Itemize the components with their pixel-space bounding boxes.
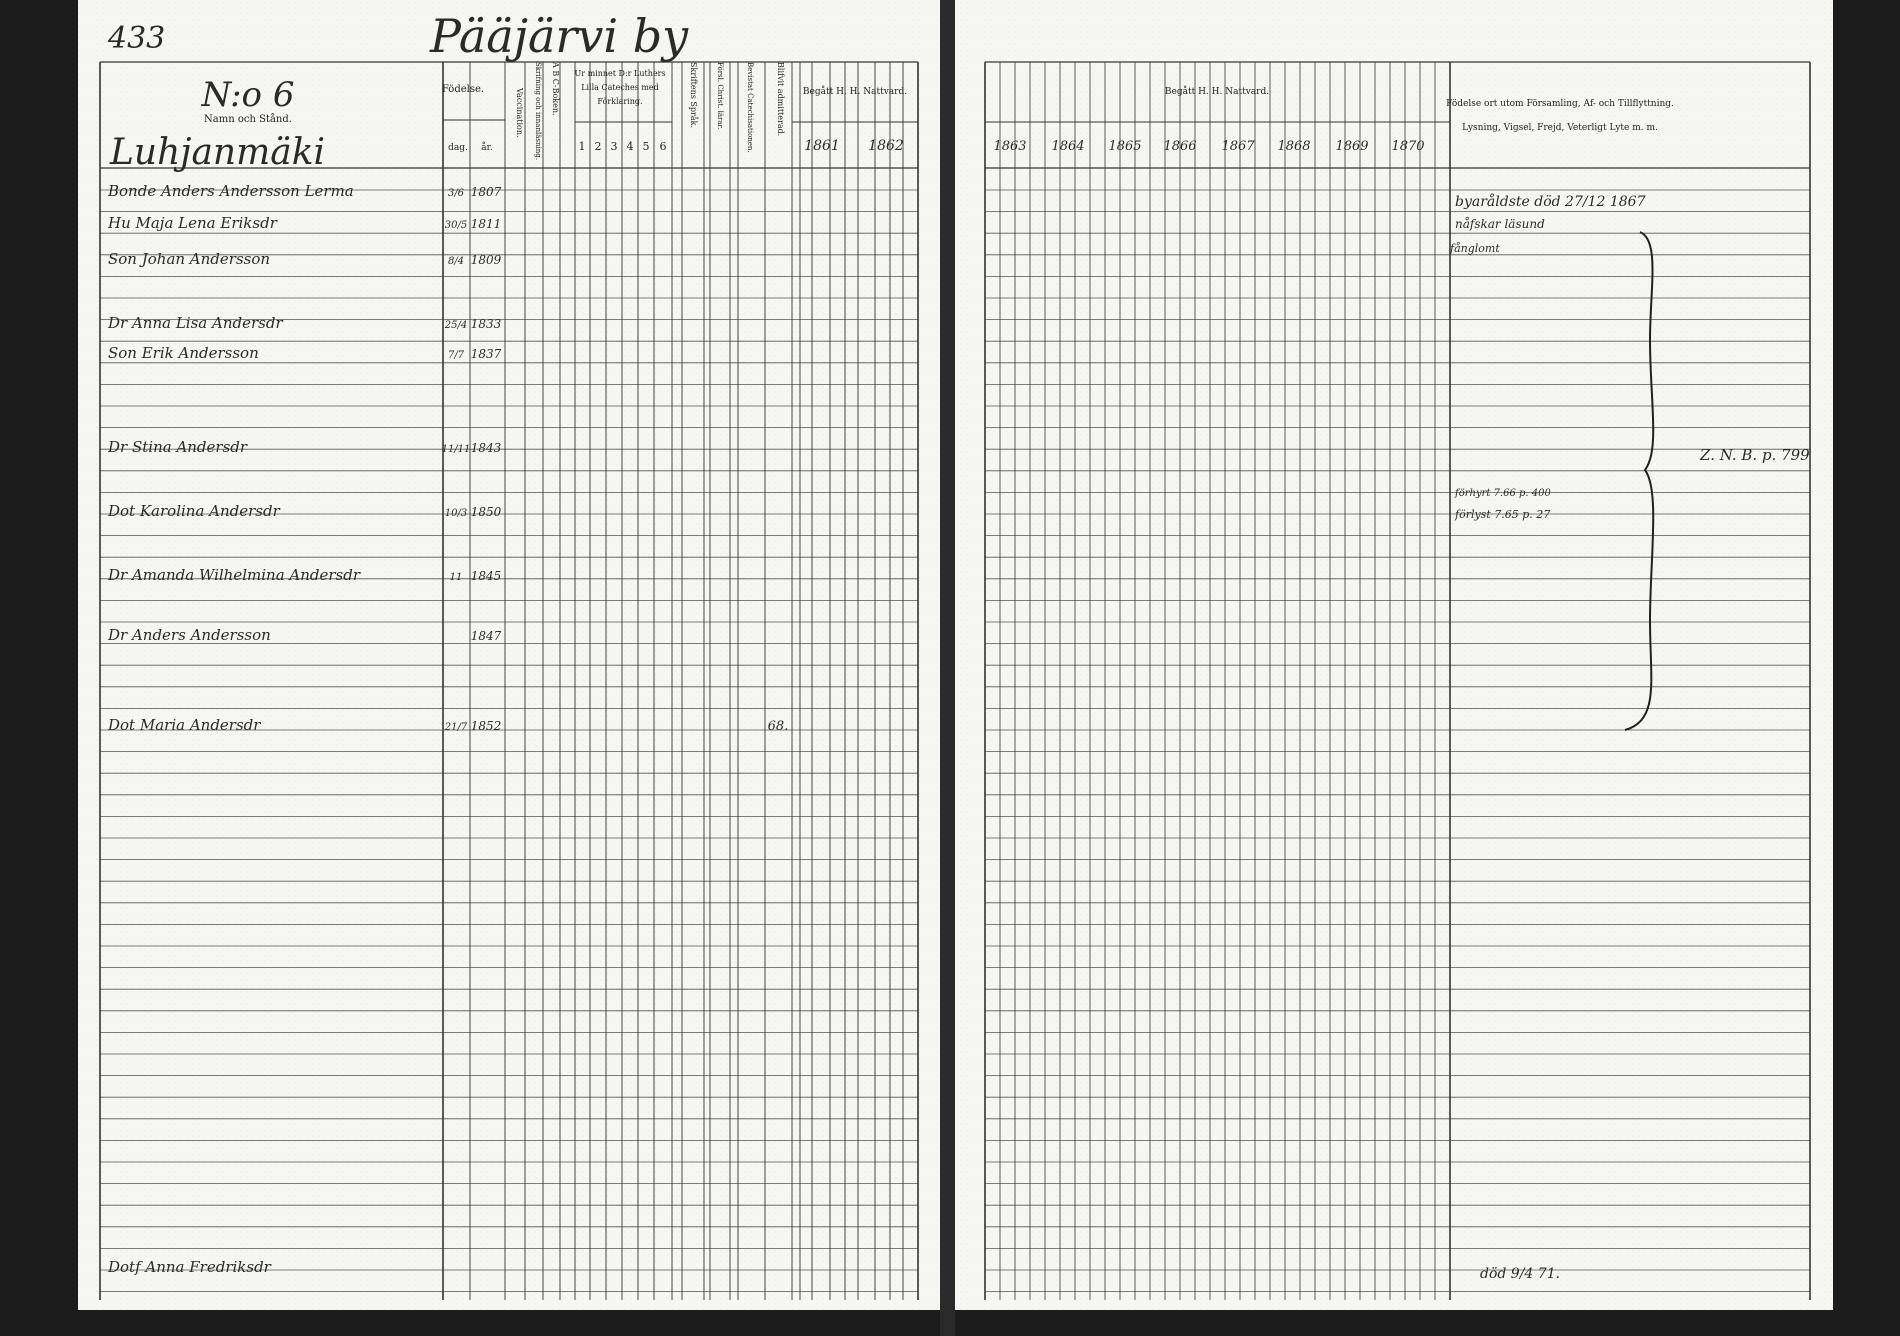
year-1869: 1869: [1335, 139, 1369, 154]
birth-year: 1852: [470, 719, 502, 733]
birth-year: 1837: [470, 347, 502, 361]
remark-2: nåfskar läsund: [1455, 217, 1545, 231]
remark-5: förhyrt 7.66 p. 400: [1455, 488, 1551, 499]
header-name: Namn och Stånd.: [204, 114, 292, 125]
header-birth: Födelse.: [441, 84, 485, 95]
header-hist: Försl. Christ. lärar.: [716, 62, 724, 130]
header-confirmed: Blifvit admitterad.: [776, 62, 785, 137]
remark-7: död 9/4 71.: [1480, 1266, 1561, 1282]
birth-year: 1843: [470, 441, 502, 455]
year-1870: 1870: [1391, 139, 1425, 154]
year-1868: 1868: [1277, 139, 1311, 154]
header-scripture: Skriftens Språk.: [689, 62, 698, 129]
person-name: Dr Anders Andersson: [108, 626, 271, 644]
birth-day: 11/11: [441, 444, 471, 455]
person-name: Hu Maja Lena Eriksdr: [108, 214, 277, 232]
remark-3: fånglomt: [1450, 242, 1500, 255]
birth-year: 1811: [470, 217, 502, 231]
header-catechism-1: Ur minnet D:r Luthers: [574, 69, 666, 78]
admitted-note: 68.: [767, 719, 789, 734]
person-name: Dr Anna Lisa Andersdr: [108, 314, 283, 332]
gutter: [940, 0, 955, 1336]
person-name: Bonde Anders Andersson Lerma: [108, 182, 354, 200]
birth-day: 21/7: [444, 722, 468, 733]
header-vaccination: Vaccination.: [515, 88, 524, 138]
birth-year: 1847: [470, 629, 502, 643]
person-name: Son Erik Andersson: [108, 344, 259, 362]
year-1865: 1865: [1108, 139, 1142, 154]
person-name: Dr Stina Andersdr: [108, 438, 248, 456]
birth-day: 25/4: [444, 320, 468, 331]
household-number: N:o 6: [201, 75, 295, 115]
year-1867: 1867: [1221, 139, 1255, 154]
remark-6: förlyst 7.65 p. 27: [1455, 508, 1551, 521]
birth-day: 3/6: [447, 188, 465, 199]
header-communion-right: Begått H. H. Nattvard.: [1164, 87, 1270, 97]
year-1862: 1862: [868, 138, 904, 154]
header-reading: Skrifning och innanläsning.: [534, 62, 542, 160]
header-catechism-2: Lilla Cateches med: [581, 83, 659, 92]
birth-day: 8/4: [447, 256, 465, 267]
catechism-col-1: 1: [578, 140, 586, 153]
header-birth-day: dag.: [448, 143, 468, 153]
person-row: [107, 1258, 272, 1276]
header-remarks-1: Födelse ort utom Församling, Af- och Tillflyttning.: [1446, 99, 1674, 109]
year-1863: 1863: [993, 139, 1027, 154]
birth-year: 1845: [470, 569, 502, 583]
header-catechesis: Bevistat Catechisationen.: [746, 62, 754, 153]
person-name: Dot Maria Andersdr: [108, 716, 261, 734]
header-birth-year: år.: [481, 143, 493, 153]
page-number: 433: [108, 21, 166, 56]
catechism-col-3: 3: [610, 140, 618, 153]
birth-year: 1809: [470, 253, 502, 267]
header-communion-left: Begått H. H. Nattvard.: [802, 87, 908, 97]
right-page: [955, 0, 1833, 1310]
household-name: Luhjanmäki: [110, 132, 326, 173]
birth-year: 1833: [470, 317, 502, 331]
person-name: Dotf Anna Fredriksdr: [108, 1258, 271, 1276]
village-title: Pääjärvi by: [430, 9, 689, 63]
birth-year: 1850: [470, 505, 502, 519]
header-catechism-3: Förklaring.: [597, 97, 643, 106]
header-abc: A B C-Boken.: [551, 62, 560, 116]
catechism-col-5: 5: [642, 140, 650, 153]
header-remarks-2: Lysning, Vigsel, Frejd, Veterligt Lyte m. m.: [1462, 123, 1658, 133]
birth-year: 1807: [470, 185, 502, 199]
year-1866: 1866: [1163, 139, 1197, 154]
person-name: Son Johan Andersson: [108, 250, 271, 268]
birth-day: 30/5: [444, 220, 468, 231]
year-1864: 1864: [1051, 139, 1085, 154]
person-name: Dot Karolina Andersdr: [108, 502, 280, 520]
birth-day: 11: [449, 572, 463, 583]
catechism-col-6: 6: [659, 140, 667, 153]
catechism-col-2: 2: [594, 140, 602, 153]
birth-day: 10/3: [444, 508, 468, 519]
birth-day: 7/7: [447, 350, 465, 361]
catechism-col-4: 4: [626, 140, 634, 153]
year-1861: 1861: [804, 138, 840, 154]
person-name: Dr Amanda Wilhelmina Andersdr: [108, 566, 361, 584]
remark-1: byaråldste död 27/12 1867: [1455, 194, 1646, 210]
remark-4: Z. N. B. p. 799: [1700, 446, 1810, 464]
